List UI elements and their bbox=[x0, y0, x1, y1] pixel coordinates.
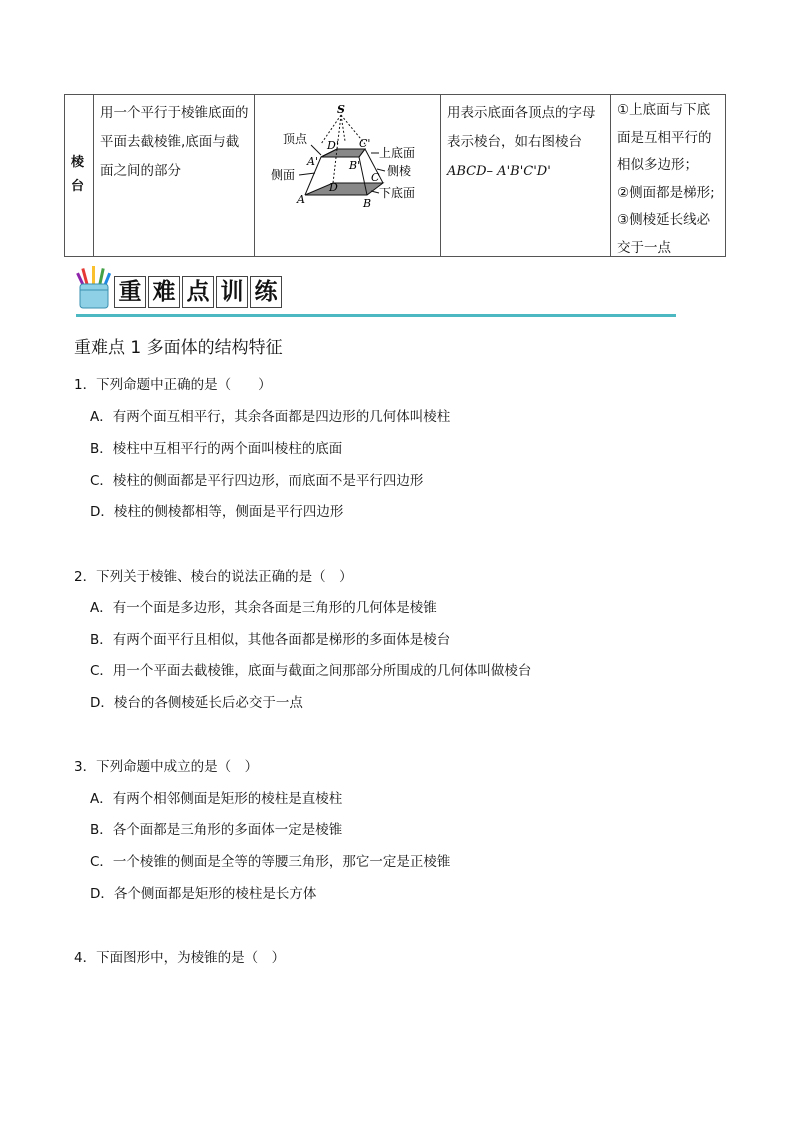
figure-column bbox=[255, 95, 441, 256]
question-2-option-d: D．棱台的各侧棱延长后必交于一点 bbox=[90, 695, 303, 711]
definition-column bbox=[94, 95, 255, 256]
apex-label: S bbox=[337, 103, 345, 116]
point-b: B bbox=[363, 197, 372, 210]
point-c1: C' bbox=[359, 137, 371, 150]
question-3-option-a: A．有两个相邻侧面是矩形的棱柱是直棱柱 bbox=[90, 791, 343, 807]
section-banner bbox=[76, 266, 676, 318]
point-c: C bbox=[371, 171, 380, 184]
question-1-stem: 1．下列命题中正确的是（ ） bbox=[74, 377, 272, 393]
question-2-stem: 2．下列关于棱锥、棱台的说法正确的是（ ） bbox=[74, 569, 353, 585]
question-1-option-c: C．棱柱的侧面都是平行四边形，而底面不是平行四边形 bbox=[90, 473, 424, 489]
vertex-label: 顶点 bbox=[283, 132, 308, 146]
banner-underline bbox=[76, 314, 676, 317]
banner-title: 重 难 点 训 练 bbox=[114, 276, 284, 310]
representation-formula: ABCD– A'B'C'D' bbox=[447, 164, 551, 179]
point-d: D bbox=[329, 181, 338, 194]
definition-text: 用一个平行于棱锥底面的平面去截棱锥,底面与截面之间的部分 bbox=[100, 105, 249, 179]
pencil-cup-icon bbox=[76, 266, 112, 310]
representation-column bbox=[441, 95, 611, 256]
question-2-option-b: B．有两个面平行且相似，其他各面都是梯形的多面体是棱台 bbox=[90, 632, 451, 648]
question-3-stem: 3．下列命题中成立的是（ ） bbox=[74, 759, 259, 775]
question-1-option-a: A．有两个面互相平行，其余各面都是四边形的几何体叫棱柱 bbox=[90, 409, 451, 425]
question-1-option-b: B．棱柱中互相平行的两个面叫棱柱的底面 bbox=[90, 441, 343, 457]
question-2-option-c: C．用一个平面去截棱锥，底面与截面之间那部分所围成的几何体叫做棱台 bbox=[90, 663, 532, 679]
lateral-edge-label: 侧棱 bbox=[387, 164, 412, 178]
point-d1: D' bbox=[327, 139, 339, 152]
name-column bbox=[65, 95, 94, 256]
frustum-figure bbox=[255, 99, 441, 219]
properties-column bbox=[611, 95, 726, 256]
section-title: 重难点 1 多面体的结构特征 bbox=[74, 338, 283, 358]
lower-base-label: 下底面 bbox=[379, 186, 416, 200]
question-3-option-c: C．一个棱锥的侧面是全等的等腰三角形，那它一定是正棱锥 bbox=[90, 854, 451, 870]
lateral-face-label: 侧面 bbox=[271, 168, 296, 182]
question-1-option-d: D．棱柱的侧棱都相等，侧面是平行四边形 bbox=[90, 504, 344, 520]
question-4-stem: 4．下面图形中，为棱锥的是（ ） bbox=[74, 950, 286, 966]
point-a: A bbox=[297, 193, 305, 206]
properties-text: ①上底面与下底 面是互相平行的 相似多边形； ②侧面都是梯形; ③侧棱延长线必 交于一点 bbox=[617, 102, 715, 256]
point-a1: A' bbox=[307, 155, 318, 168]
solid-name: 棱 台 bbox=[71, 155, 85, 194]
upper-base-label: 上底面 bbox=[379, 146, 416, 160]
question-2-option-a: A．有一个面是多边形，其余各面是三角形的几何体是棱锥 bbox=[90, 600, 437, 616]
question-3-option-d: D．各个侧面都是矩形的棱柱是长方体 bbox=[90, 886, 317, 902]
frustum-table bbox=[64, 94, 726, 257]
question-3-option-b: B．各个面都是三角形的多面体一定是棱锥 bbox=[90, 822, 343, 838]
representation-text: 用表示底面各顶点的字母表示棱台，如右图棱台 ABCD– A'B'C'D' bbox=[447, 105, 596, 179]
point-b1: B' bbox=[349, 159, 361, 172]
